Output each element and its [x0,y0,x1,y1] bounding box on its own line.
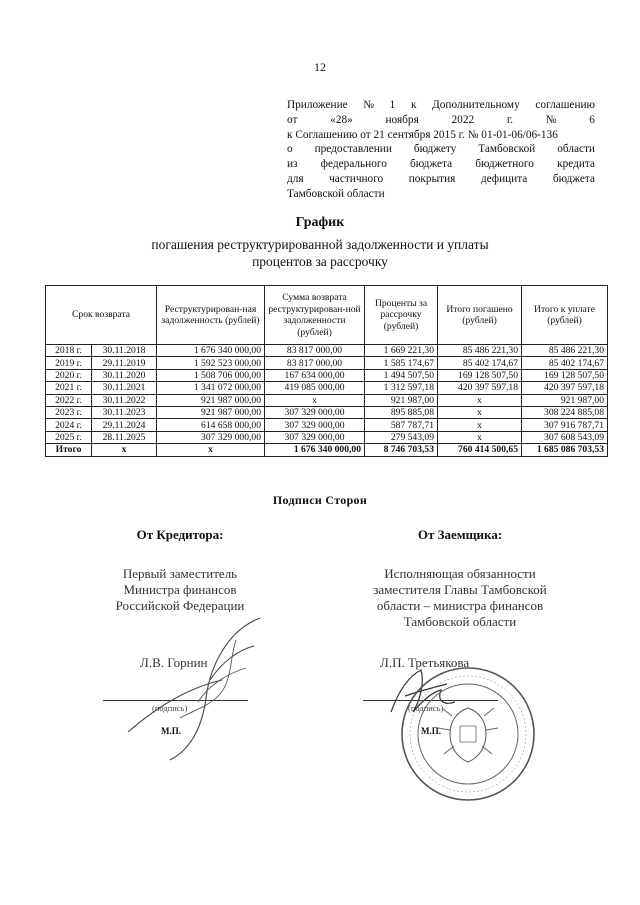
cell-repayment: х [265,394,365,406]
creditor-signature-image [110,610,270,770]
borrower-signer-name: Л.П. Третьякова [380,655,470,670]
borrower-seal-mark: М.П. [421,726,441,736]
cell-year: 2018 г. [46,345,92,357]
appendix-line-3: к Соглашению от 21 сентября 2015 г. № 01-01-06/06-136 [287,128,558,141]
appendix-line-4: о предоставлении бюджету Тамбовской области [287,143,595,156]
header-interest: Проценты за рассрочку (рублей) [365,286,438,345]
appendix-line-6: для частичного покрытия дефицита бюджета [287,172,595,185]
cell-repayment: 83 817 000,00 [265,357,365,369]
table-row [46,382,608,394]
cell-year: 2019 г. [46,357,92,369]
cell-total-repaid: х [438,394,522,406]
table-row [46,406,608,418]
table-row [46,394,608,406]
cell-repayment: 83 817 000,00 [265,345,365,357]
total-repaid: 760 414 500,65 [438,444,522,456]
header-total-due: Итого к уплате (рублей) [522,286,608,345]
cell-debt: 1 676 340 000,00 [157,345,265,357]
cell-debt: 1 508 706 000,00 [157,369,265,381]
cell-total-due: 85 402 174,67 [522,357,608,369]
total-interest: 8 746 703,53 [365,444,438,456]
table-row [46,357,608,369]
appendix-line-7: Тамбовской области [287,187,385,200]
cell-total-repaid: 169 128 507,50 [438,369,522,381]
creditor-signature-caption: (подпись) [152,703,188,713]
cell-interest: 587 787,71 [365,419,438,431]
total-repayment: 1 676 340 000,00 [265,444,365,456]
cell-date: 28.11.2025 [92,431,157,443]
cell-year: 2025 г. [46,431,92,443]
cell-total-due: 307 916 787,71 [522,419,608,431]
cell-repayment: 307 329 000,00 [265,431,365,443]
cell-repayment: 307 329 000,00 [265,406,365,418]
cell-total-due: 308 224 885,08 [522,406,608,418]
table-row [46,345,608,357]
appendix-note [287,98,595,202]
header-term: Срок возврата [46,286,157,345]
cell-total-due: 169 128 507,50 [522,369,608,381]
repayment-schedule-table [45,285,608,457]
borrower-signature-caption: (подпись) [408,703,444,713]
cell-interest: 1 669 221,30 [365,345,438,357]
header-restructured-debt: Реструктурирован-ная задолженность (рублей) [157,286,265,345]
cell-debt: 614 658 000,00 [157,419,265,431]
cell-repayment: 307 329 000,00 [265,419,365,431]
cell-interest: 1 585 174,67 [365,357,438,369]
borrower-stamp-seal [398,664,538,804]
cell-total-repaid: х [438,431,522,443]
cell-debt: 307 329 000,00 [157,431,265,443]
cell-debt: 1 341 072 000,00 [157,382,265,394]
cell-total-repaid: 85 486 221,30 [438,345,522,357]
cell-year: 2020 г. [46,369,92,381]
table-row [46,431,608,443]
table-header-row [46,286,608,345]
cell-date: 30.11.2022 [92,394,157,406]
page-number: 12 [314,60,326,74]
cell-total-due: 921 987,00 [522,394,608,406]
cell-interest: 1 494 507,50 [365,369,438,381]
cell-repayment: 167 634 000,00 [265,369,365,381]
total-date: х [92,444,157,456]
cell-year: 2024 г. [46,419,92,431]
cell-total-repaid: х [438,406,522,418]
cell-total-due: 420 397 597,18 [522,382,608,394]
total-label: Итого [46,444,92,456]
cell-debt: 921 987 000,00 [157,394,265,406]
cell-interest: 279 543,09 [365,431,438,443]
document-subtitle: погашения реструктурированной задолженности и уплаты процентов за рассрочку [151,237,489,269]
creditor-signer-name: Л.В. Горнин [140,655,208,670]
cell-total-repaid: х [438,419,522,431]
cell-year: 2021 г. [46,382,92,394]
table-row [46,369,608,381]
borrower-position: Исполняющая обязанности заместителя Главы Тамбовской области – министра финансов Тамбовской области [373,566,547,629]
cell-total-due: 85 486 221,30 [522,345,608,357]
cell-year: 2022 г. [46,394,92,406]
cell-date: 30.11.2020 [92,369,157,381]
total-debt: х [157,444,265,456]
cell-interest: 921 987,00 [365,394,438,406]
appendix-line-5: из федерального бюджета бюджетного кредита [287,158,595,171]
cell-year: 2023 г. [46,406,92,418]
cell-interest: 895 885,08 [365,406,438,418]
document-title: График [295,215,345,230]
total-due: 1 685 086 703,53 [522,444,608,456]
table-row [46,419,608,431]
signatures-heading: Подписи Сторон [272,493,368,507]
cell-interest: 1 312 597,18 [365,382,438,394]
cell-total-repaid: 420 397 597,18 [438,382,522,394]
cell-debt: 921 987 000,00 [157,406,265,418]
cell-date: 29.11.2024 [92,419,157,431]
header-repayment-amount: Сумма возврата реструктурирован-ной задолженности (рублей) [265,286,365,345]
cell-repayment: 419 085 000,00 [265,382,365,394]
creditor-seal-mark: М.П. [161,726,181,736]
creditor-title: От Кредитора: [136,527,224,542]
creditor-position: Первый заместитель Министра финансов Российской Федерации [115,566,245,613]
cell-date: 30.11.2018 [92,345,157,357]
appendix-line-2: от «28» ноября 2022 г. № 6 [287,113,595,126]
cell-total-due: 307 608 543,09 [522,431,608,443]
cell-total-repaid: 85 402 174,67 [438,357,522,369]
cell-date: 30.11.2021 [92,382,157,394]
cell-date: 29.11.2019 [92,357,157,369]
header-total-repaid: Итого погашено (рублей) [438,286,522,345]
cell-date: 30.11.2023 [92,406,157,418]
borrower-title: От Заемщика: [417,527,503,542]
cell-debt: 1 592 523 000,00 [157,357,265,369]
appendix-line-1: Приложение № 1 к Дополнительному соглашению [287,99,595,111]
table-total-row [46,444,608,456]
